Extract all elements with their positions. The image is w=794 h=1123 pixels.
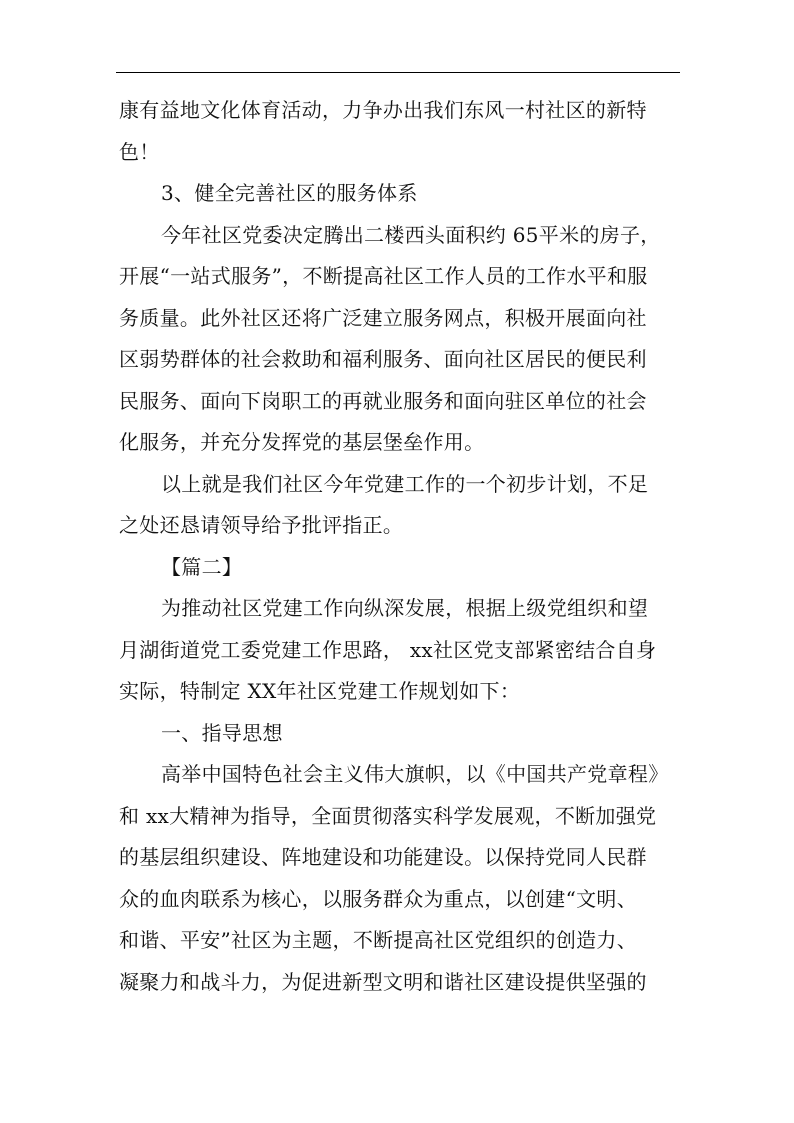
text-line: 区弱势群体的社会救助和福利服务、面向社区居民的便民利: [119, 347, 647, 371]
text-line: 【篇二】: [161, 554, 243, 579]
text-line: 以上就是我们社区今年党建工作的一个初步计划，不足: [161, 471, 649, 496]
text-line: 化服务，并充分发挥党的基层堡垒作用。: [119, 430, 485, 454]
text-line: 康有益地文化体育活动，力争办出我们东风一村社区的新特: [119, 98, 647, 122]
text-line: 实际，特制定 XX年社区党建工作规划如下：: [119, 679, 521, 703]
text-line: 众的血肉联系为核心，以服务群众为重点，以创建“文明、: [119, 886, 638, 911]
text-line: 务质量。此外社区还将广泛建立服务网点，积极开展面向社: [119, 305, 647, 330]
text-line: 民服务、面向下岗职工的再就业服务和面向驻区单位的社会: [119, 388, 647, 413]
text-line: 色！: [119, 139, 160, 164]
text-line: 月湖街道党工委党建工作思路， xx社区党支部紧密结合自身: [119, 637, 657, 662]
text-line: 一、指导思想: [161, 720, 283, 745]
text-line: 凝聚力和战斗力，为促进新型文明和谐社区建设提供坚强的: [119, 969, 647, 994]
text-line: 开展“一站式服务”，不断提高社区工作人员的工作水平和服: [119, 264, 648, 288]
document-body: [119, 90, 681, 1003]
text-line: 为推动社区党建工作向纵深发展，根据上级党组织和望: [161, 596, 649, 620]
text-line: 之处还恳请领导给予批评指正。: [119, 513, 404, 537]
text-line: 3、健全完善社区的服务体系: [161, 181, 418, 205]
text-line: 今年社区党委决定腾出二楼西头面积约 65平米的房子，: [161, 222, 661, 247]
text-line: 的基层组织建设、阵地建设和功能建设。以保持党同人民群: [119, 845, 647, 869]
text-line: 高举中国特色社会主义伟大旗帜，以《中国共产党章程》: [161, 762, 669, 786]
text-line: 和谐、平安”社区为主题，不断提高社区党组织的创造力、: [119, 928, 638, 952]
text-line: 和 xx大精神为指导，全面贯彻落实科学发展观，不断加强党: [119, 803, 657, 828]
header-rule: [116, 72, 680, 73]
